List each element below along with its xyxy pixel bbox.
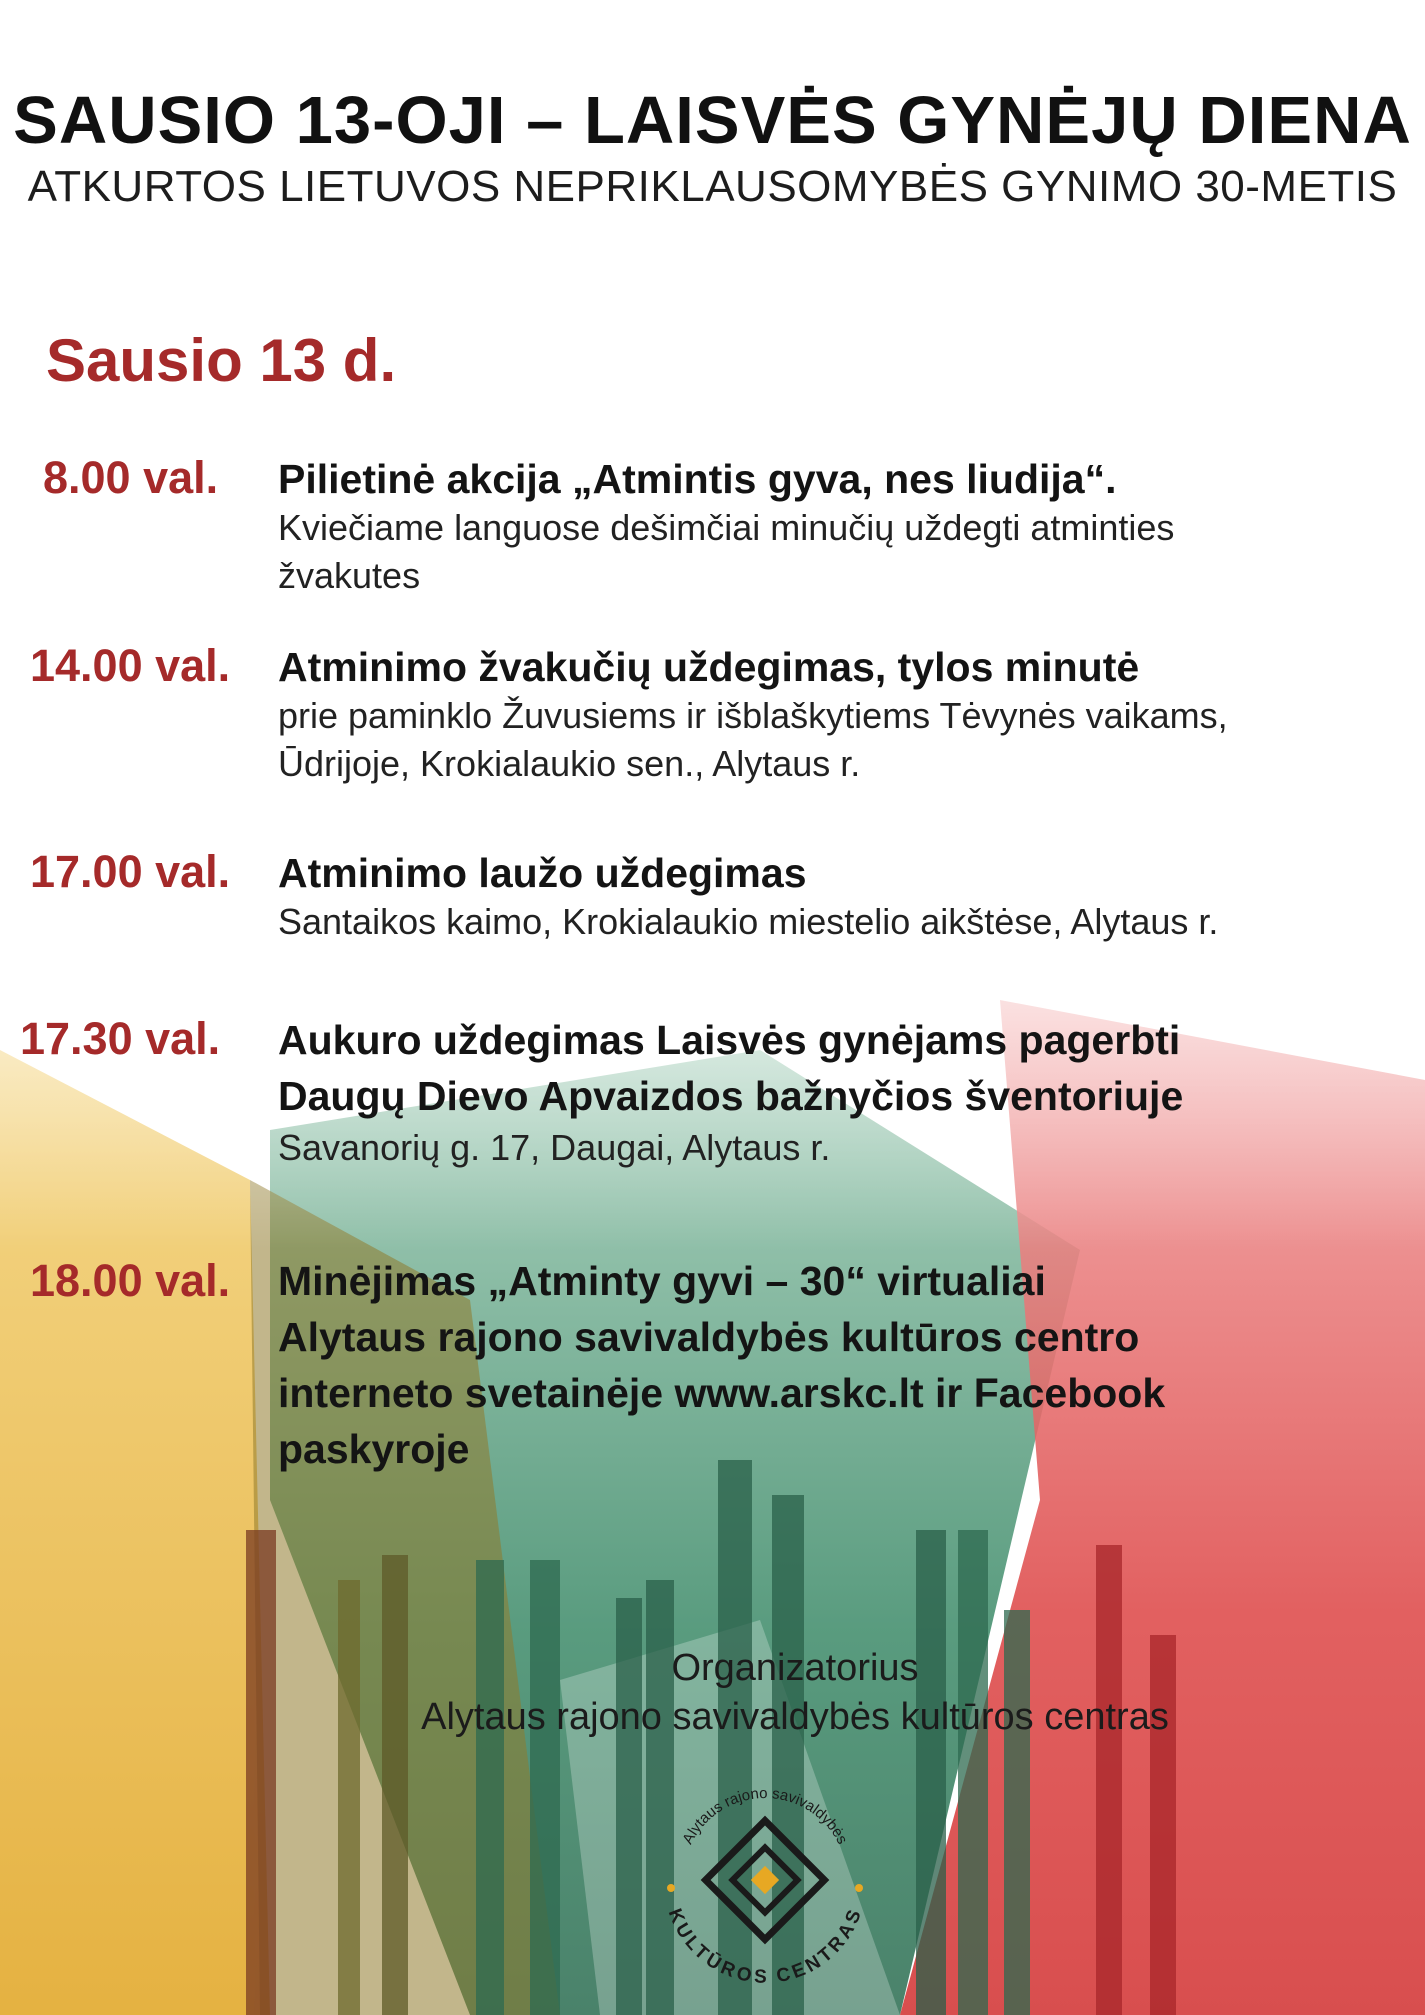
event-time: 17.00 val. (30, 846, 231, 897)
date-heading: Sausio 13 d. (46, 327, 397, 394)
event-title: Minėjimas „Atminty gyvi – 30“ virtualiai (278, 1258, 1046, 1304)
event-detail: prie paminklo Žuvusiems ir išblaškytiems Tėvynės vaikams, (278, 695, 1228, 736)
candle-bar (476, 1560, 504, 2015)
event-time: 18.00 val. (30, 1255, 231, 1306)
event-detail: Savanorių g. 17, Daugai, Alytaus r. (278, 1127, 831, 1168)
event-title: Alytaus rajono savivaldybės kultūros centro (278, 1314, 1140, 1360)
logo-top-text: Alytaus rajono savivaldybės (679, 1784, 851, 1847)
event-detail: žvakutes (278, 555, 421, 596)
event-detail: Santaikos kaimo, Krokialaukio miestelio aikštėse, Alytaus r. (278, 901, 1219, 942)
page-subtitle: ATKURTOS LIETUVOS NEPRIKLAUSOMYBĖS GYNIMO 30-METIS (27, 162, 1398, 211)
logo-bottom-text: KULTŪROS CENTRAS (663, 1905, 867, 1988)
event-detail: Ūdrijoje, Krokialaukio sen., Alytaus r. (278, 743, 861, 784)
candle-bar (1096, 1545, 1122, 2015)
event-title: Atminimo laužo uždegimas (278, 850, 807, 896)
kulturos-centras-logo (655, 1770, 875, 1990)
organizer-name: Alytaus rajono savivaldybės kultūros centras (421, 1696, 1169, 1738)
event-detail: Kviečiame languose dešimčiai minučių uždegti atminties (278, 507, 1175, 548)
candle-bar (958, 1530, 988, 2015)
event-time: 8.00 val. (43, 452, 219, 503)
candle-bar (530, 1560, 560, 2015)
event-title: Daugų Dievo Apvaizdos bažnyčios šventoriuje (278, 1073, 1184, 1119)
event-title: paskyroje (278, 1426, 470, 1472)
candle-bar (382, 1555, 408, 2015)
diamond-icon (706, 1821, 825, 1940)
event-title: Pilietinė akcija „Atmintis gyva, nes liudija“. (278, 456, 1117, 502)
candle-bar (246, 1530, 276, 2015)
page-title: SAUSIO 13-OJI – LAISVĖS GYNĖJŲ DIENA (13, 83, 1412, 158)
organizer-label: Organizatorius (671, 1647, 919, 1689)
svg-text:KULTŪROS CENTRAS (664, 1906, 867, 1988)
candle-bar (916, 1530, 946, 2015)
event-time: 17.30 val. (20, 1013, 221, 1064)
event-title: Aukuro uždegimas Laisvės gynėjams pagerbti (278, 1017, 1181, 1063)
event-title: interneto svetainėje www.arskc.lt ir Facebook (278, 1370, 1166, 1416)
event-time: 14.00 val. (30, 640, 231, 691)
event-title: Atminimo žvakučių uždegimas, tylos minutė (278, 644, 1140, 690)
